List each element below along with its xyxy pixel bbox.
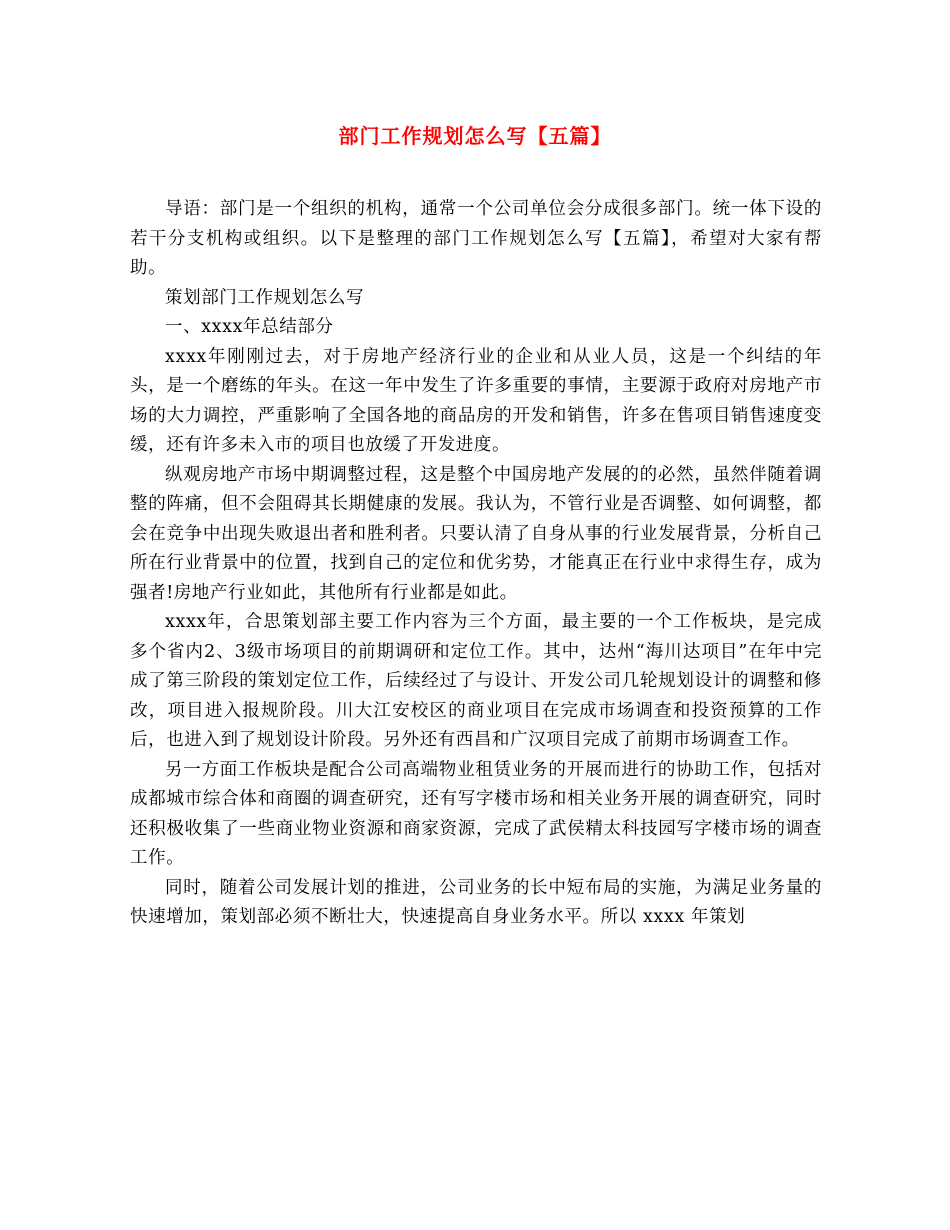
body-paragraph: 纵观房地产市场中期调整过程，这是整个中国房地产发展的的必然，虽然伴随着调整的阵痛，但不会阻碍其长期健康的发展。我认为，不管行业是否调整、如何调整，都会在竞争中出现失败退出者和胜利者。只要认清了自身从事的行业发展背景，分析自己所在行业背景中的位置，找到自己的定位和优劣势，才能真正在行业中求得生存，成为强者!房地产行业如此，其他所有行业都是如此。	[130, 464, 822, 603]
body-paragraph: xxxx年，合思策划部主要工作内容为三个方面，最主要的一个工作板块，是完成多个省内2、3级市场项目的前期调研和定位工作。其中，达州“海川达项目”在年中完成了第三阶段的策划定位工作，后续经过了与设计、开发公司几轮规划设计的调整和修改，项目进入报规阶段。川大江安校区的商业项目在完成市场调查和投资预算的工作后，也进入到了规划设计阶段。另外还有西昌和广汉项目完成了前期市场调查工作。	[130, 612, 822, 750]
document-body	[130, 195, 822, 933]
intro-paragraph: 导语：部门是一个组织的机构，通常一个公司单位会分成很多部门。统一体下设的若干分支机构或组织。以下是整理的部门工作规划怎么写【五篇】，希望对大家有帮助。	[130, 199, 822, 278]
body-paragraph: 另一方面工作板块是配合公司高端物业租赁业务的开展而进行的协助工作，包括对成都城市综合体和商圈的调查研究，还有写字楼市场和相关业务开展的调查研究，同时还积极收集了一些商业物业资源和商家资源，完成了武侯精太科技园写字楼市场的调查工作。	[130, 759, 822, 868]
body-paragraph: 同时，随着公司发展计划的推进，公司业务的长中短布局的实施，为满足业务量的快速增加，策划部必须不断壮大，快速提高自身业务水平。所以 xxxx 年策划	[130, 877, 822, 927]
subsection-heading: 一、xxxx年总结部分	[165, 317, 334, 337]
body-paragraph: xxxx年刚刚过去，对于房地产经济行业的企业和从业人员，这是一个纠结的年头，是一个磨练的年头。在这一年中发生了许多重要的事情，主要源于政府对房地产市场的大力调控，严重影响了全国各地的商品房的开发和销售，许多在售项目销售速度变缓，还有许多未入市的项目也放缓了开发进度。	[130, 346, 822, 455]
section-heading: 策划部门工作规划怎么写	[165, 287, 365, 308]
document-title: 部门工作规划怎么写【五篇】	[338, 124, 612, 148]
